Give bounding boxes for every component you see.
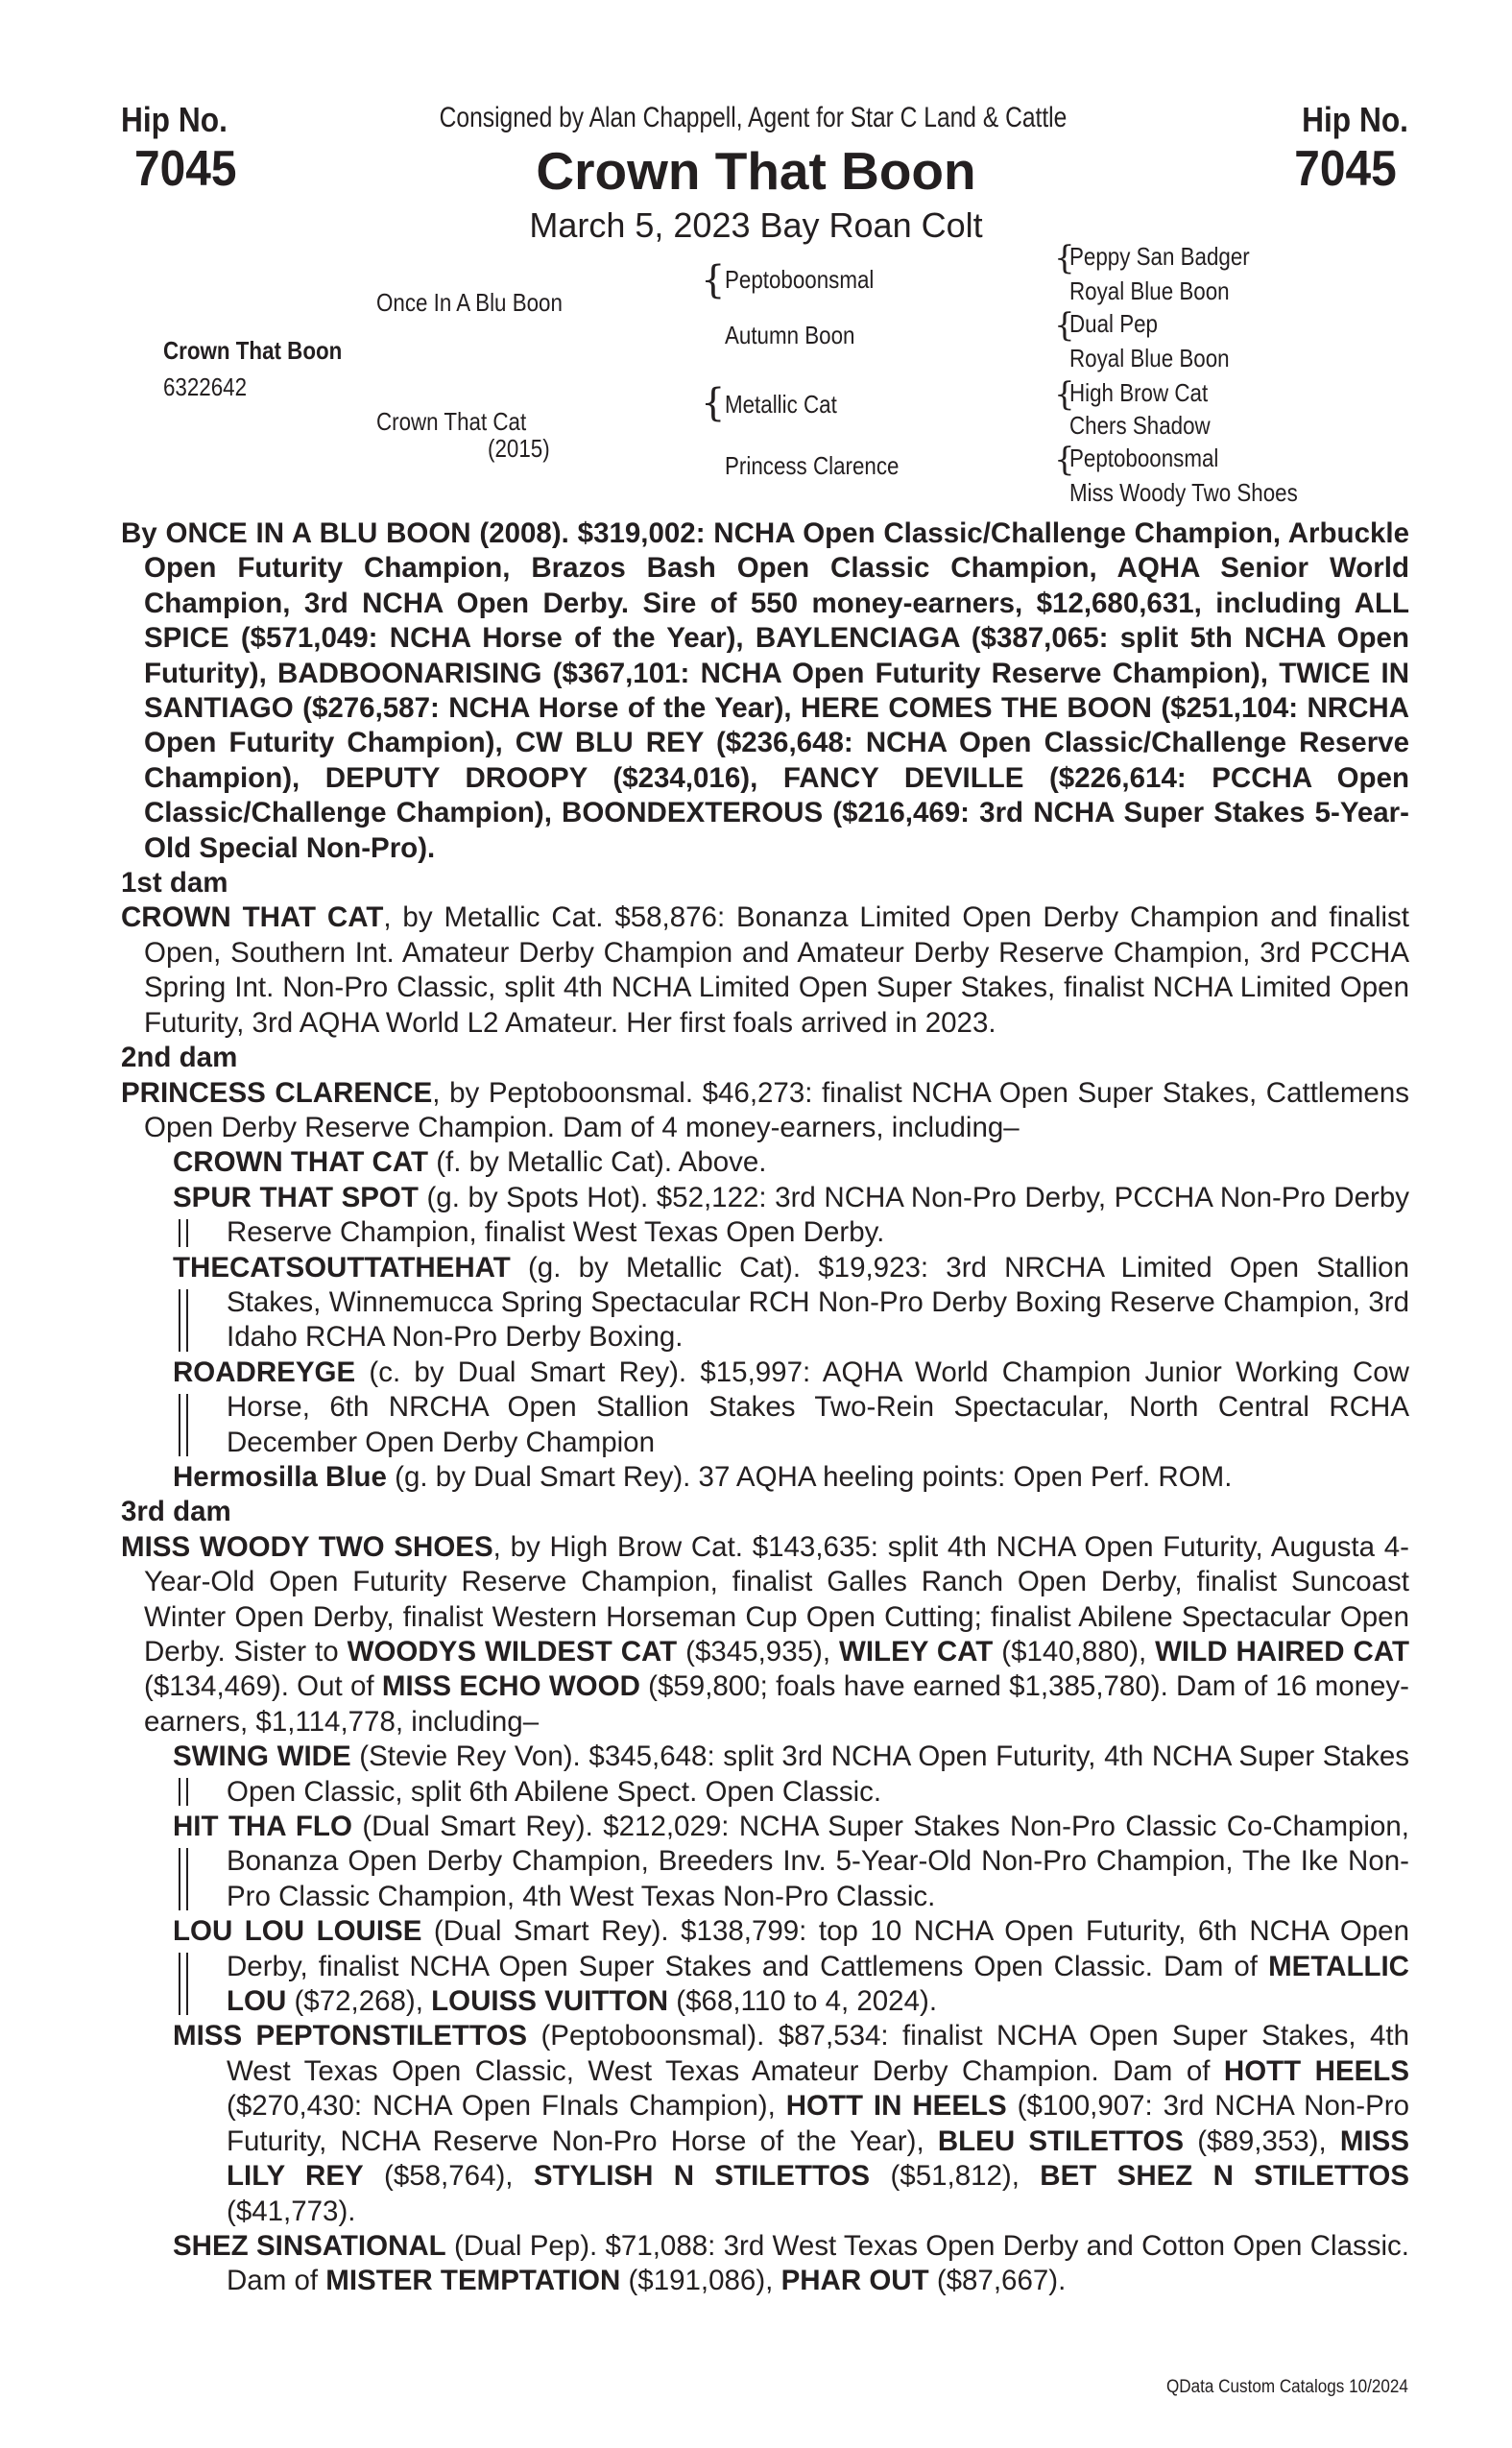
produce-entry: [121, 1181, 1409, 1251]
hip-number-left: 7045: [134, 141, 237, 197]
produce-name: SWING WIDE: [173, 1740, 351, 1773]
produce-entry: [121, 1810, 1409, 1914]
produce-name: Hermosilla Blue: [173, 1460, 387, 1493]
produce-entry: [121, 2019, 1409, 2228]
foal-earnings: ($191,086),: [620, 2265, 781, 2297]
horse-name: Crown That Boon: [536, 141, 976, 201]
sibling-name: WILD HAIRED CAT: [1155, 1636, 1409, 1668]
brace-sire-parents: {: [701, 258, 726, 302]
produce-entry: [121, 1251, 1409, 1356]
sibling-earnings: ($345,935),: [677, 1636, 840, 1668]
foal-earnings: ($68,110 to 4, 2024).: [668, 1985, 938, 2018]
foal-name: METALLIC LOU: [227, 1950, 1409, 2018]
pedigree-dam-sire: Metallic Cat: [725, 390, 837, 419]
foal-name: BET SHEZ N STILETTOS: [1040, 2160, 1410, 2193]
produce-text: (g. by Spots Hot). $52,122: 3rd NCHA Non-Pro Derby, PCCHA Non-Pro Derby Reserve Champion, finalist West Texas Open Derby.: [227, 1181, 1409, 1249]
hip-label-left: Hip No.: [121, 100, 228, 139]
produce-name: SHEZ SINSATIONAL: [173, 2229, 446, 2262]
pedigree-dam-year: (2015): [488, 434, 550, 463]
catalog-body: [121, 516, 1409, 2299]
produce-entry: [121, 1914, 1409, 2019]
produce-text: (Dual Pep). $71,088: 3rd West Texas Open Derby and Cotton Open Classic. Dam of: [227, 2229, 1409, 2297]
foal-name: HOTT HEELS: [1223, 2054, 1410, 2087]
produce-name: ROADREYGE: [173, 1356, 356, 1388]
pedigree-g2: Royal Blue Boon: [1069, 276, 1230, 305]
first-dam-entry: [121, 900, 1409, 1041]
foal-name: STYLISH N STILETTOS: [533, 2160, 871, 2193]
pedigree-g4: Royal Blue Boon: [1069, 344, 1230, 372]
brace-g3: {: [1054, 375, 1075, 414]
pedigree-g1: Peppy San Badger: [1069, 242, 1250, 271]
third-dam-name: MISS WOODY TWO SHOES: [121, 1530, 493, 1563]
foal-name: MISTER TEMPTATION: [325, 2265, 621, 2297]
foal-earnings: ($89,353),: [1184, 2124, 1340, 2157]
foal-name: HOTT IN HEELS: [785, 2090, 1007, 2123]
produce-name: CROWN THAT CAT: [173, 1146, 428, 1179]
produce-name: HIT THA FLO: [173, 1811, 352, 1843]
second-dam-entry: [121, 1076, 1409, 1146]
produce-name: THECATSOUTTATHEHAT: [173, 1251, 511, 1284]
foal-name: MISS LILY REY: [227, 2124, 1410, 2193]
pedigree-g7: Peptoboonsmal: [1069, 444, 1219, 472]
first-dam-heading: 1st dam: [121, 867, 228, 900]
produce-name: SPUR THAT SPOT: [173, 1181, 419, 1213]
sibling-earnings: ($140,880),: [993, 1636, 1156, 1668]
produce-text: (g. by Metallic Cat). $19,923: 3rd NRCHA Limited Open Stallion Stakes, Winnemucca Spring Spectacular RCH Non-Pro Derby Boxing Reserve Champion, 3rd Idaho RCHA Non-Pro Derby Boxing.: [227, 1251, 1409, 1354]
foal-earnings: ($51,812),: [870, 2160, 1041, 2193]
produce-entry: [121, 1740, 1409, 1810]
pedigree-sire-sire: Peptoboonsmal: [725, 265, 875, 294]
second-dam-name: PRINCESS CLARENCE: [121, 1076, 433, 1109]
hip-label-right: Hip No.: [1302, 100, 1408, 139]
produce-name: LOU LOU LOUISE: [173, 1915, 422, 1948]
pedigree-registration: 6322642: [163, 372, 248, 401]
produce-text: (g. by Dual Smart Rey). 37 AQHA heeling points: Open Perf. ROM.: [386, 1460, 1233, 1493]
pedigree-dam-dam: Princess Clarence: [725, 451, 900, 480]
foaling-info: March 5, 2023 Bay Roan Colt: [529, 205, 983, 245]
foal-name: PHAR OUT: [780, 2265, 929, 2297]
produce-entry: [121, 2229, 1409, 2299]
foal-earnings: ($58,764),: [363, 2160, 534, 2193]
sibling-earnings: ($134,469). Out of: [144, 1670, 382, 1703]
pedigree-dam: Crown That Cat: [376, 407, 527, 436]
produce-text: (Stevie Rey Von). $345,648: split 3rd NCHA Open Futurity, 4th NCHA Super Stakes Open Classic, split 6th Abilene Spect. Open Classic.: [227, 1740, 1409, 1808]
pedigree-g3: Dual Pep: [1069, 309, 1158, 338]
third-dam-heading: 3rd dam: [121, 1496, 231, 1528]
produce-entry: [121, 1145, 1409, 1180]
pedigree-g6: Chers Shadow: [1069, 411, 1211, 440]
pedigree-g8: Miss Woody Two Shoes: [1069, 478, 1298, 507]
first-dam-text: , by Metallic Cat. $58,876: Bonanza Limited Open Derby Champion and finalist Open, Southern Int. Amateur Derby Champion and Amateur Derby Reserve Champion, 3rd PCCHA Spring Int. Non-Pro Classic, split 4th NCHA Limited Open Super Stakes, finalist NCHA Limited Open Futurity, 3rd AQHA World L2 Amateur. Her first foals arrived in 2023.: [144, 901, 1409, 1039]
brace-g1: {: [1054, 239, 1075, 277]
fourth-dam-name: MISS ECHO WOOD: [381, 1670, 640, 1703]
foal-name: LOUISS VUITTON: [431, 1985, 669, 2018]
sire-summary-lead: By ONCE IN A BLU BOON (2008).: [121, 517, 569, 549]
second-dam-text: , by Peptoboonsmal. $46,273: finalist NCHA Open Super Stakes, Cattlemens Open Derby Reserve Champion. Dam of 4 money-earners, including–: [144, 1076, 1409, 1143]
pedigree-sire-dam: Autumn Boon: [725, 321, 855, 349]
foal-earnings: ($72,268),: [286, 1985, 432, 2018]
foal-earnings: ($87,667).: [928, 2265, 1067, 2297]
produce-text: (c. by Dual Smart Rey). $15,997: AQHA World Champion Junior Working Cow Horse, 6th NRCHA Open Stallion Stakes Two-Rein Spectacular, North Central RCHA December Open Derby Champion: [227, 1356, 1409, 1458]
consignor-line: Consigned by Alan Chappell, Agent for Star C Land & Cattle: [439, 102, 1068, 133]
produce-text: (Peptoboonsmal). $87,534: finalist NCHA Open Super Stakes, 4th West Texas Open Classic, West Texas Amateur Derby Champion. Dam of: [227, 2020, 1409, 2087]
produce-name: MISS PEPTONSTILETTOS: [173, 2020, 528, 2052]
sibling-name: WOODYS WILDEST CAT: [347, 1636, 678, 1668]
fourth-dam-text: ($59,800; foals have earned $1,385,780). Dam of 16 money-earners, $1,114,778, including–: [144, 1670, 1409, 1738]
foal-earnings: ($270,430: NCHA Open FInals Champion),: [227, 2090, 786, 2123]
sire-summary-text: $319,002: NCHA Open Classic/Challenge Champion, Arbuckle Open Futurity Champion, Brazos Bash Open Classic Champion, AQHA Senior World Champion, 3rd NCHA Open Derby. Sire of 550 money-earners, $12,680,631, including ALL SPICE ($571,049: NCHA Horse of the Year), BAYLENCIAGA ($387,065: split 5th NCHA Open Futurity), BADBOONARISING ($367,101: NCHA Open Futurity Reserve Champion), TWICE IN SANTIAGO ($276,587: NCHA Horse of the Year), HERE COMES THE BOON ($251,104: NRCHA Open Futurity Champion), CW BLU REY ($236,648: NCHA Open Classic/Challenge Reserve Champion), DEPUTY DROOPY ($234,016), FANCY DEVILLE ($226,614: PCCHA Open Classic/Challenge Champion), BOONDEXTEROUS ($216,469: 3rd NCHA Super Stakes 5-Year-Old Special Non-Pro).: [144, 517, 1409, 864]
sire-summary: [121, 516, 1409, 866]
pedigree-subject: Crown That Boon: [163, 336, 343, 365]
brace-g2: {: [1054, 306, 1075, 345]
hip-number-right: 7045: [1294, 141, 1397, 197]
brace-dam-parents: {: [701, 381, 726, 425]
third-dam-text: , by High Brow Cat. $143,635: split 4th NCHA Open Futurity, Augusta 4-Year-Old Open Futurity Reserve Champion, finalist Galles Ranch Open Derby, finalist Suncoast Winter Open Derby, finalist Western Horseman Cup Open Cutting; finalist Abilene Spectacular Open Derby. Sister to: [144, 1530, 1409, 1668]
foal-name: BLEU STILETTOS: [937, 2124, 1185, 2157]
third-dam-entry: [121, 1530, 1409, 1740]
produce-text: (Dual Smart Rey). $138,799: top 10 NCHA Open Futurity, 6th NCHA Open Derby, finalist NCHA Open Super Stakes and Cattlemens Open Classic. Dam of: [227, 1915, 1410, 1982]
produce-text: (f. by Metallic Cat). Above.: [428, 1146, 767, 1179]
catalog-footer: QData Custom Catalogs 10/2024: [1166, 2377, 1408, 2397]
pedigree-sire: Once In A Blu Boon: [376, 288, 563, 317]
sibling-name: WILEY CAT: [839, 1636, 994, 1668]
first-dam-name: CROWN THAT CAT: [121, 901, 384, 934]
foal-earnings: ($100,907: 3rd NCHA Non-Pro Futurity, NCHA Reserve Non-Pro Horse of the Year),: [227, 2090, 1409, 2157]
produce-text: (Dual Smart Rey). $212,029: NCHA Super Stakes Non-Pro Classic Co-Champion, Bonanza Open Derby Champion, Breeders Inv. 5-Year-Old Non-Pro Champion, The Ike Non-Pro Classic Champion, 4th West Texas Non-Pro Classic.: [227, 1811, 1409, 1912]
produce-entry: [121, 1460, 1409, 1495]
second-dam-heading: 2nd dam: [121, 1042, 238, 1074]
produce-entry: [121, 1356, 1409, 1460]
pedigree-g5: High Brow Cat: [1069, 378, 1209, 407]
brace-g4: {: [1054, 441, 1075, 479]
foal-earnings: ($41,773).: [227, 2195, 356, 2227]
